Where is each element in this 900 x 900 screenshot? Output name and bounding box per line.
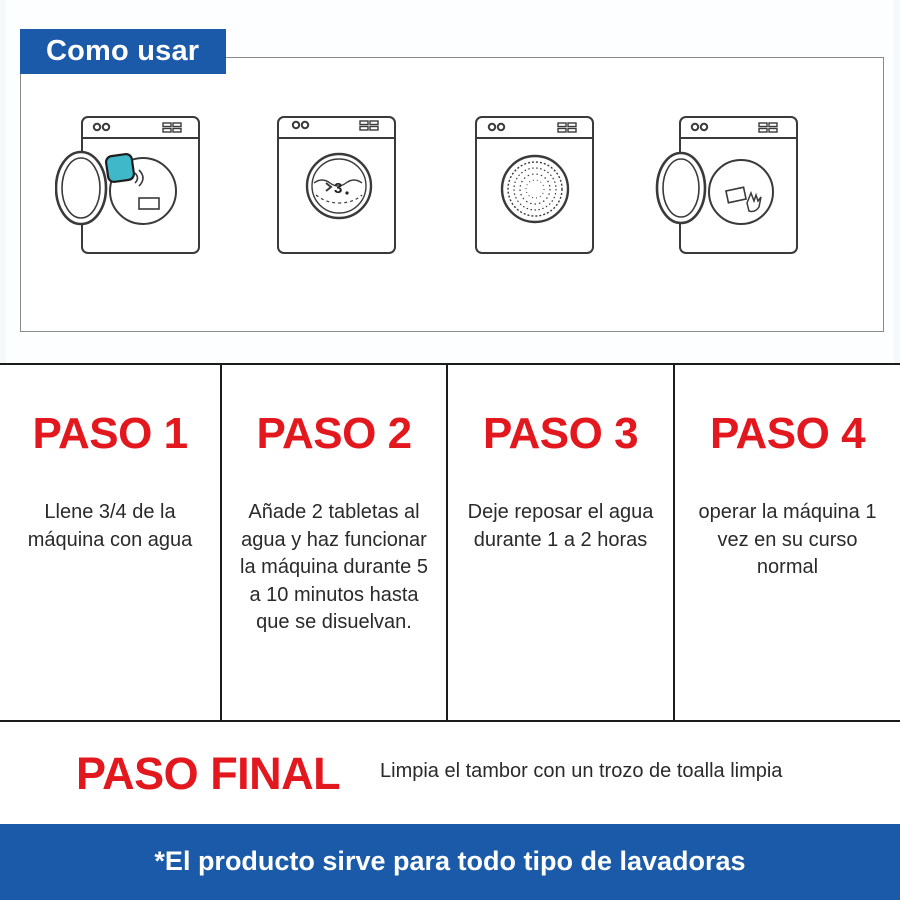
como-usar-tab: Como usar (20, 29, 226, 74)
step-title: PASO 1 (32, 409, 188, 458)
step-3-card (448, 365, 675, 722)
final-step-description: Limpia el tambor con un trozo de toalla limpia (380, 760, 783, 782)
svg-text:3: 3 (334, 180, 343, 197)
step-2-card (222, 365, 448, 722)
washer-filling-3-icon (252, 113, 397, 258)
footer-banner: *El producto sirve para todo tipo de lavadoras (0, 824, 900, 900)
final-step-title: PASO FINAL (76, 748, 341, 799)
washer-drum-soaking-icon (450, 113, 595, 258)
step-title: PASO 4 (709, 409, 866, 458)
step-description: Llene 3/4 de la máquina con agua (27, 501, 193, 551)
steps-grid (0, 363, 900, 722)
step-title: PASO 2 (256, 409, 412, 458)
washer-open-door-tablet-icon (55, 113, 200, 258)
step-description: Deje reposar el agua durante 1 a 2 horas (467, 501, 654, 551)
washer-open-door-wipe-icon (653, 113, 798, 258)
step-description: operar la máquina 1 vez en su curso normal (698, 501, 877, 578)
step-1-card (0, 365, 222, 722)
step-title: PASO 3 (482, 409, 639, 458)
step-description: Añade 2 tabletas al agua y haz funcionar la máquina durante 5 a 10 minutos hasta que se disuelvan. (240, 501, 428, 633)
step-4-card (675, 365, 900, 722)
